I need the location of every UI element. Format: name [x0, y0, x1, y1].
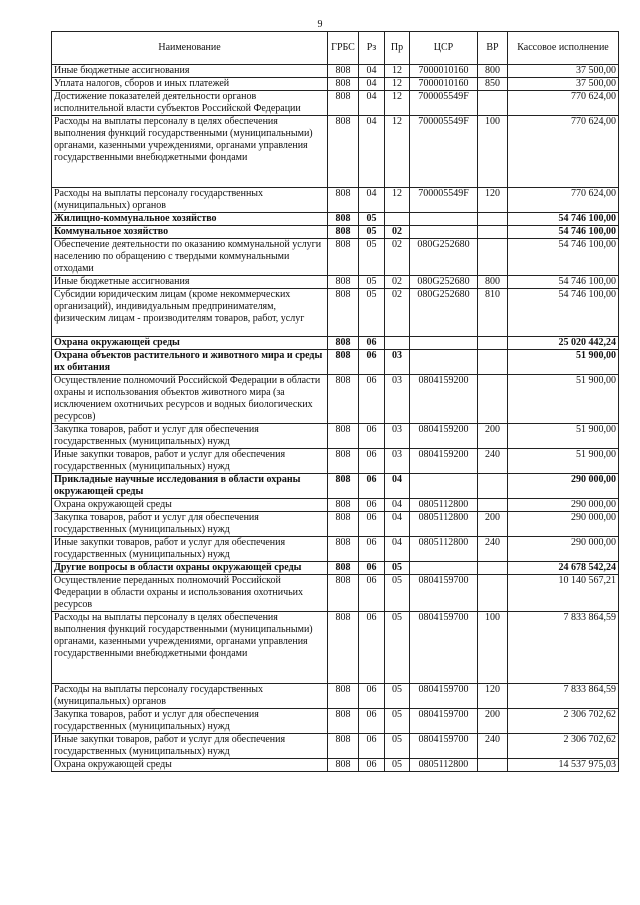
row-grbs: 808 [328, 612, 359, 684]
row-grbs: 808 [328, 78, 359, 91]
table-row [52, 612, 619, 684]
row-amount: 54 746 100,00 [508, 239, 619, 276]
row-grbs: 808 [328, 575, 359, 612]
row-csr: 080G252680 [410, 276, 478, 289]
row-amount: 2 306 702,62 [508, 709, 619, 734]
row-name: Закупка товаров, работ и услуг для обеспечения государственных (муниципальных) нужд [52, 512, 328, 537]
table-row [52, 213, 619, 226]
row-amount: 37 500,00 [508, 78, 619, 91]
row-vr [478, 499, 508, 512]
budget-execution-table [51, 31, 619, 772]
row-amount: 290 000,00 [508, 474, 619, 499]
row-name: Осуществление полномочий Российской Федерации в области охраны и использования объектов животного мира (за исключением охотничьих ресурсов и водных биологических ресурсов) [52, 375, 328, 424]
header-rz: Рз [359, 32, 385, 65]
row-rz: 06 [359, 449, 385, 474]
row-csr: 700005549F [410, 188, 478, 213]
row-pr: 02 [385, 226, 410, 239]
row-rz: 05 [359, 226, 385, 239]
row-pr: 02 [385, 289, 410, 337]
table-row [52, 188, 619, 213]
row-grbs: 808 [328, 709, 359, 734]
row-amount: 51 900,00 [508, 424, 619, 449]
row-rz: 06 [359, 375, 385, 424]
row-rz: 06 [359, 537, 385, 562]
row-pr: 05 [385, 709, 410, 734]
table-row [52, 449, 619, 474]
row-amount: 54 746 100,00 [508, 276, 619, 289]
row-csr: 0805112800 [410, 759, 478, 772]
table-row [52, 537, 619, 562]
row-name: Расходы на выплаты персоналу государственных (муниципальных) органов [52, 188, 328, 213]
row-amount: 54 746 100,00 [508, 289, 619, 337]
table-row [52, 709, 619, 734]
row-csr [410, 350, 478, 375]
row-csr: 0804159700 [410, 709, 478, 734]
row-csr [410, 474, 478, 499]
row-grbs: 808 [328, 474, 359, 499]
table-row [52, 512, 619, 537]
row-grbs: 808 [328, 65, 359, 78]
table-row [52, 289, 619, 337]
row-csr: 0804159700 [410, 575, 478, 612]
row-amount: 54 746 100,00 [508, 226, 619, 239]
row-rz: 05 [359, 276, 385, 289]
row-grbs: 808 [328, 289, 359, 337]
row-pr: 03 [385, 375, 410, 424]
row-vr [478, 239, 508, 276]
row-pr: 12 [385, 65, 410, 78]
row-vr: 120 [478, 684, 508, 709]
row-grbs: 808 [328, 350, 359, 375]
row-rz: 06 [359, 499, 385, 512]
row-name: Иные бюджетные ассигнования [52, 65, 328, 78]
row-amount: 290 000,00 [508, 512, 619, 537]
row-grbs: 808 [328, 375, 359, 424]
row-grbs: 808 [328, 116, 359, 188]
row-pr: 12 [385, 91, 410, 116]
row-vr: 200 [478, 424, 508, 449]
row-name: Расходы на выплаты персоналу государственных (муниципальных) органов [52, 684, 328, 709]
row-csr: 7000010160 [410, 65, 478, 78]
row-rz: 06 [359, 474, 385, 499]
row-rz: 05 [359, 239, 385, 276]
row-name: Иные закупки товаров, работ и услуг для обеспечения государственных (муниципальных) нужд [52, 537, 328, 562]
row-rz: 06 [359, 734, 385, 759]
row-csr [410, 226, 478, 239]
row-vr: 100 [478, 612, 508, 684]
table-row [52, 562, 619, 575]
row-name: Охрана окружающей среды [52, 759, 328, 772]
table-row [52, 91, 619, 116]
row-name: Закупка товаров, работ и услуг для обеспечения государственных (муниципальных) нужд [52, 424, 328, 449]
row-name: Обеспечение деятельности по оказанию коммунальной услуги населению по обращению с твердыми коммунальными отходами [52, 239, 328, 276]
row-rz: 06 [359, 709, 385, 734]
row-name: Расходы на выплаты персоналу в целях обеспечения выполнения функций государственными (муниципальными) органами, казенными учреждениями, органами управления государственными внебюджетными фондами [52, 116, 328, 188]
row-pr: 04 [385, 474, 410, 499]
row-amount: 770 624,00 [508, 188, 619, 213]
row-grbs: 808 [328, 276, 359, 289]
row-csr: 0804159700 [410, 684, 478, 709]
row-grbs: 808 [328, 424, 359, 449]
row-rz: 05 [359, 213, 385, 226]
row-grbs: 808 [328, 562, 359, 575]
row-pr: 04 [385, 499, 410, 512]
row-pr [385, 213, 410, 226]
header-amount: Кассовое исполнение [508, 32, 619, 65]
table-row [52, 239, 619, 276]
row-pr: 04 [385, 512, 410, 537]
row-pr: 05 [385, 684, 410, 709]
row-name: Иные закупки товаров, работ и услуг для обеспечения государственных (муниципальных) нужд [52, 449, 328, 474]
row-csr: 0805112800 [410, 499, 478, 512]
table-row [52, 78, 619, 91]
row-rz: 06 [359, 759, 385, 772]
row-rz: 06 [359, 424, 385, 449]
row-rz: 05 [359, 289, 385, 337]
row-amount: 51 900,00 [508, 375, 619, 424]
table-header-row [52, 32, 619, 65]
row-pr: 12 [385, 116, 410, 188]
table-row [52, 375, 619, 424]
row-pr: 05 [385, 612, 410, 684]
row-amount: 14 537 975,03 [508, 759, 619, 772]
row-csr: 0804159200 [410, 424, 478, 449]
row-pr: 03 [385, 449, 410, 474]
row-csr: 700005549F [410, 91, 478, 116]
table-row [52, 734, 619, 759]
row-amount: 25 020 442,24 [508, 337, 619, 350]
row-vr: 240 [478, 449, 508, 474]
page-number: 9 [317, 19, 323, 30]
row-name: Коммунальное хозяйство [52, 226, 328, 239]
table-row [52, 759, 619, 772]
row-csr [410, 337, 478, 350]
table-row [52, 350, 619, 375]
row-grbs: 808 [328, 337, 359, 350]
row-grbs: 808 [328, 188, 359, 213]
row-pr: 05 [385, 562, 410, 575]
row-amount: 54 746 100,00 [508, 213, 619, 226]
row-vr: 800 [478, 276, 508, 289]
row-csr: 080G252680 [410, 289, 478, 337]
row-vr [478, 759, 508, 772]
row-name: Осуществление переданных полномочий Российской Федерации в области охраны и использования охотничьих ресурсов [52, 575, 328, 612]
row-amount: 24 678 542,24 [508, 562, 619, 575]
row-grbs: 808 [328, 537, 359, 562]
row-amount: 7 833 864,59 [508, 612, 619, 684]
row-vr: 850 [478, 78, 508, 91]
row-rz: 06 [359, 612, 385, 684]
row-rz: 06 [359, 684, 385, 709]
header-csr: ЦСР [410, 32, 478, 65]
row-csr [410, 213, 478, 226]
row-grbs: 808 [328, 226, 359, 239]
row-rz: 06 [359, 562, 385, 575]
row-vr [478, 226, 508, 239]
row-csr: 0805112800 [410, 537, 478, 562]
row-name: Прикладные научные исследования в области охраны окружающей среды [52, 474, 328, 499]
row-csr: 0804159200 [410, 449, 478, 474]
row-vr [478, 375, 508, 424]
row-grbs: 808 [328, 512, 359, 537]
header-grbs: ГРБС [328, 32, 359, 65]
row-pr: 03 [385, 424, 410, 449]
row-rz: 04 [359, 78, 385, 91]
row-vr: 200 [478, 512, 508, 537]
row-csr: 0804159700 [410, 734, 478, 759]
row-amount: 770 624,00 [508, 91, 619, 116]
row-pr: 12 [385, 78, 410, 91]
row-vr [478, 575, 508, 612]
row-rz: 04 [359, 188, 385, 213]
header-vr: ВР [478, 32, 508, 65]
row-pr: 02 [385, 239, 410, 276]
row-vr [478, 562, 508, 575]
table-row [52, 226, 619, 239]
row-vr: 200 [478, 709, 508, 734]
row-name: Закупка товаров, работ и услуг для обеспечения государственных (муниципальных) нужд [52, 709, 328, 734]
row-vr: 240 [478, 734, 508, 759]
row-csr: 700005549F [410, 116, 478, 188]
row-grbs: 808 [328, 734, 359, 759]
row-vr [478, 350, 508, 375]
row-pr: 05 [385, 575, 410, 612]
row-name: Охрана окружающей среды [52, 337, 328, 350]
row-vr [478, 337, 508, 350]
row-csr: 0804159700 [410, 612, 478, 684]
row-rz: 06 [359, 512, 385, 537]
row-rz: 04 [359, 116, 385, 188]
row-rz: 06 [359, 350, 385, 375]
row-grbs: 808 [328, 91, 359, 116]
row-amount: 7 833 864,59 [508, 684, 619, 709]
row-rz: 06 [359, 575, 385, 612]
row-grbs: 808 [328, 213, 359, 226]
row-pr: 02 [385, 276, 410, 289]
row-pr: 04 [385, 537, 410, 562]
row-pr: 05 [385, 759, 410, 772]
row-name: Жилищно-коммунальное хозяйство [52, 213, 328, 226]
row-csr: 0804159200 [410, 375, 478, 424]
row-amount: 290 000,00 [508, 537, 619, 562]
table-row [52, 684, 619, 709]
table-row [52, 337, 619, 350]
table-row [52, 474, 619, 499]
row-csr: 7000010160 [410, 78, 478, 91]
table-row [52, 65, 619, 78]
row-name: Субсидии юридическим лицам (кроме некоммерческих организаций), индивидуальным предпринимателям, физическим лицам - производителям товаров, работ, услуг [52, 289, 328, 337]
row-pr: 03 [385, 350, 410, 375]
row-csr: 080G252680 [410, 239, 478, 276]
row-rz: 06 [359, 337, 385, 350]
row-vr [478, 91, 508, 116]
row-name: Охрана окружающей среды [52, 499, 328, 512]
row-amount: 51 900,00 [508, 350, 619, 375]
table-row [52, 424, 619, 449]
row-csr [410, 562, 478, 575]
row-amount: 770 624,00 [508, 116, 619, 188]
row-amount: 10 140 567,21 [508, 575, 619, 612]
row-grbs: 808 [328, 499, 359, 512]
row-rz: 04 [359, 65, 385, 78]
table-row [52, 499, 619, 512]
row-name: Другие вопросы в области охраны окружающей среды [52, 562, 328, 575]
table-row [52, 575, 619, 612]
row-rz: 04 [359, 91, 385, 116]
row-vr: 800 [478, 65, 508, 78]
row-vr: 240 [478, 537, 508, 562]
row-amount: 51 900,00 [508, 449, 619, 474]
row-vr: 810 [478, 289, 508, 337]
row-name: Иные закупки товаров, работ и услуг для обеспечения государственных (муниципальных) нужд [52, 734, 328, 759]
row-name: Охрана объектов растительного и животного мира и среды их обитания [52, 350, 328, 375]
header-name: Наименование [52, 32, 328, 65]
header-pr: Пр [385, 32, 410, 65]
row-amount: 290 000,00 [508, 499, 619, 512]
table-row [52, 276, 619, 289]
row-grbs: 808 [328, 684, 359, 709]
row-vr [478, 213, 508, 226]
row-name: Достижение показателей деятельности органов исполнительной власти субъектов Российской Федерации [52, 91, 328, 116]
row-name: Иные бюджетные ассигнования [52, 276, 328, 289]
row-grbs: 808 [328, 449, 359, 474]
row-csr: 0805112800 [410, 512, 478, 537]
row-vr [478, 474, 508, 499]
row-amount: 37 500,00 [508, 65, 619, 78]
row-vr: 100 [478, 116, 508, 188]
row-pr: 12 [385, 188, 410, 213]
row-amount: 2 306 702,62 [508, 734, 619, 759]
row-grbs: 808 [328, 239, 359, 276]
row-name: Уплата налогов, сборов и иных платежей [52, 78, 328, 91]
row-grbs: 808 [328, 759, 359, 772]
row-vr: 120 [478, 188, 508, 213]
row-pr: 05 [385, 734, 410, 759]
row-name: Расходы на выплаты персоналу в целях обеспечения выполнения функций государственными (муниципальными) органами, казенными учреждениями, органами управления государственными внебюджетными фондами [52, 612, 328, 684]
row-pr [385, 337, 410, 350]
table-row [52, 116, 619, 188]
